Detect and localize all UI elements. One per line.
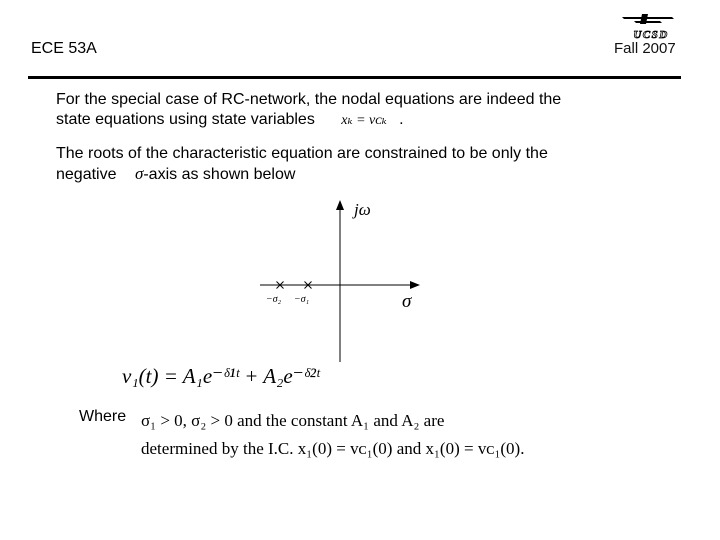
imaginary-axis-label: jω: [354, 200, 371, 219]
real-axis-label: σ: [402, 291, 412, 312]
paragraph-text: -axis as shown below: [143, 166, 296, 183]
paragraph-line: [56, 164, 548, 185]
condition-line: σ₁ > 0, σ₂ > 0 and the constant A₁ and A₂ are: [141, 411, 445, 430]
paragraph-characteristic-roots: [56, 144, 548, 185]
ucsd-logo: [612, 14, 690, 40]
sigma-symbol: σ: [134, 164, 144, 183]
logo-trident-icon: [622, 14, 674, 24]
term-label: Fall 2007: [614, 40, 676, 57]
paragraph-line: [56, 110, 561, 131]
paragraph-rc-network: [56, 90, 561, 131]
conditions-block: [141, 407, 524, 463]
root-label-sigma2: −σ₂: [266, 294, 282, 305]
paragraph-text: negative: [56, 166, 117, 183]
response-equation: v₁(t) = A₁e⁻ᵟ¹ᵗ + A₂e⁻ᵟ²ᵗ: [122, 364, 320, 388]
s-plane-diagram: [250, 196, 430, 366]
course-title: ECE 53A: [31, 40, 97, 57]
paragraph-line: The roots of the characteristic equation are constrained to be only the: [56, 145, 548, 162]
paragraph-text: state equations using state variables: [56, 111, 315, 128]
logo-text: UCSD: [633, 29, 669, 40]
paragraph-line: For the special case of RC-network, the nodal equations are indeed the: [56, 91, 562, 108]
where-label: Where: [79, 408, 127, 425]
state-variable-equation: xₖ = vᴄₖ: [341, 113, 387, 128]
condition-line: determined by the I.C. x₁(0) = vᴄ₁(0) and x₁(0) = vᴄ₁(0).: [141, 439, 525, 458]
root-label-sigma1: −σ₁: [294, 294, 310, 305]
sentence-period: .: [399, 111, 404, 128]
header-divider: [28, 76, 681, 79]
